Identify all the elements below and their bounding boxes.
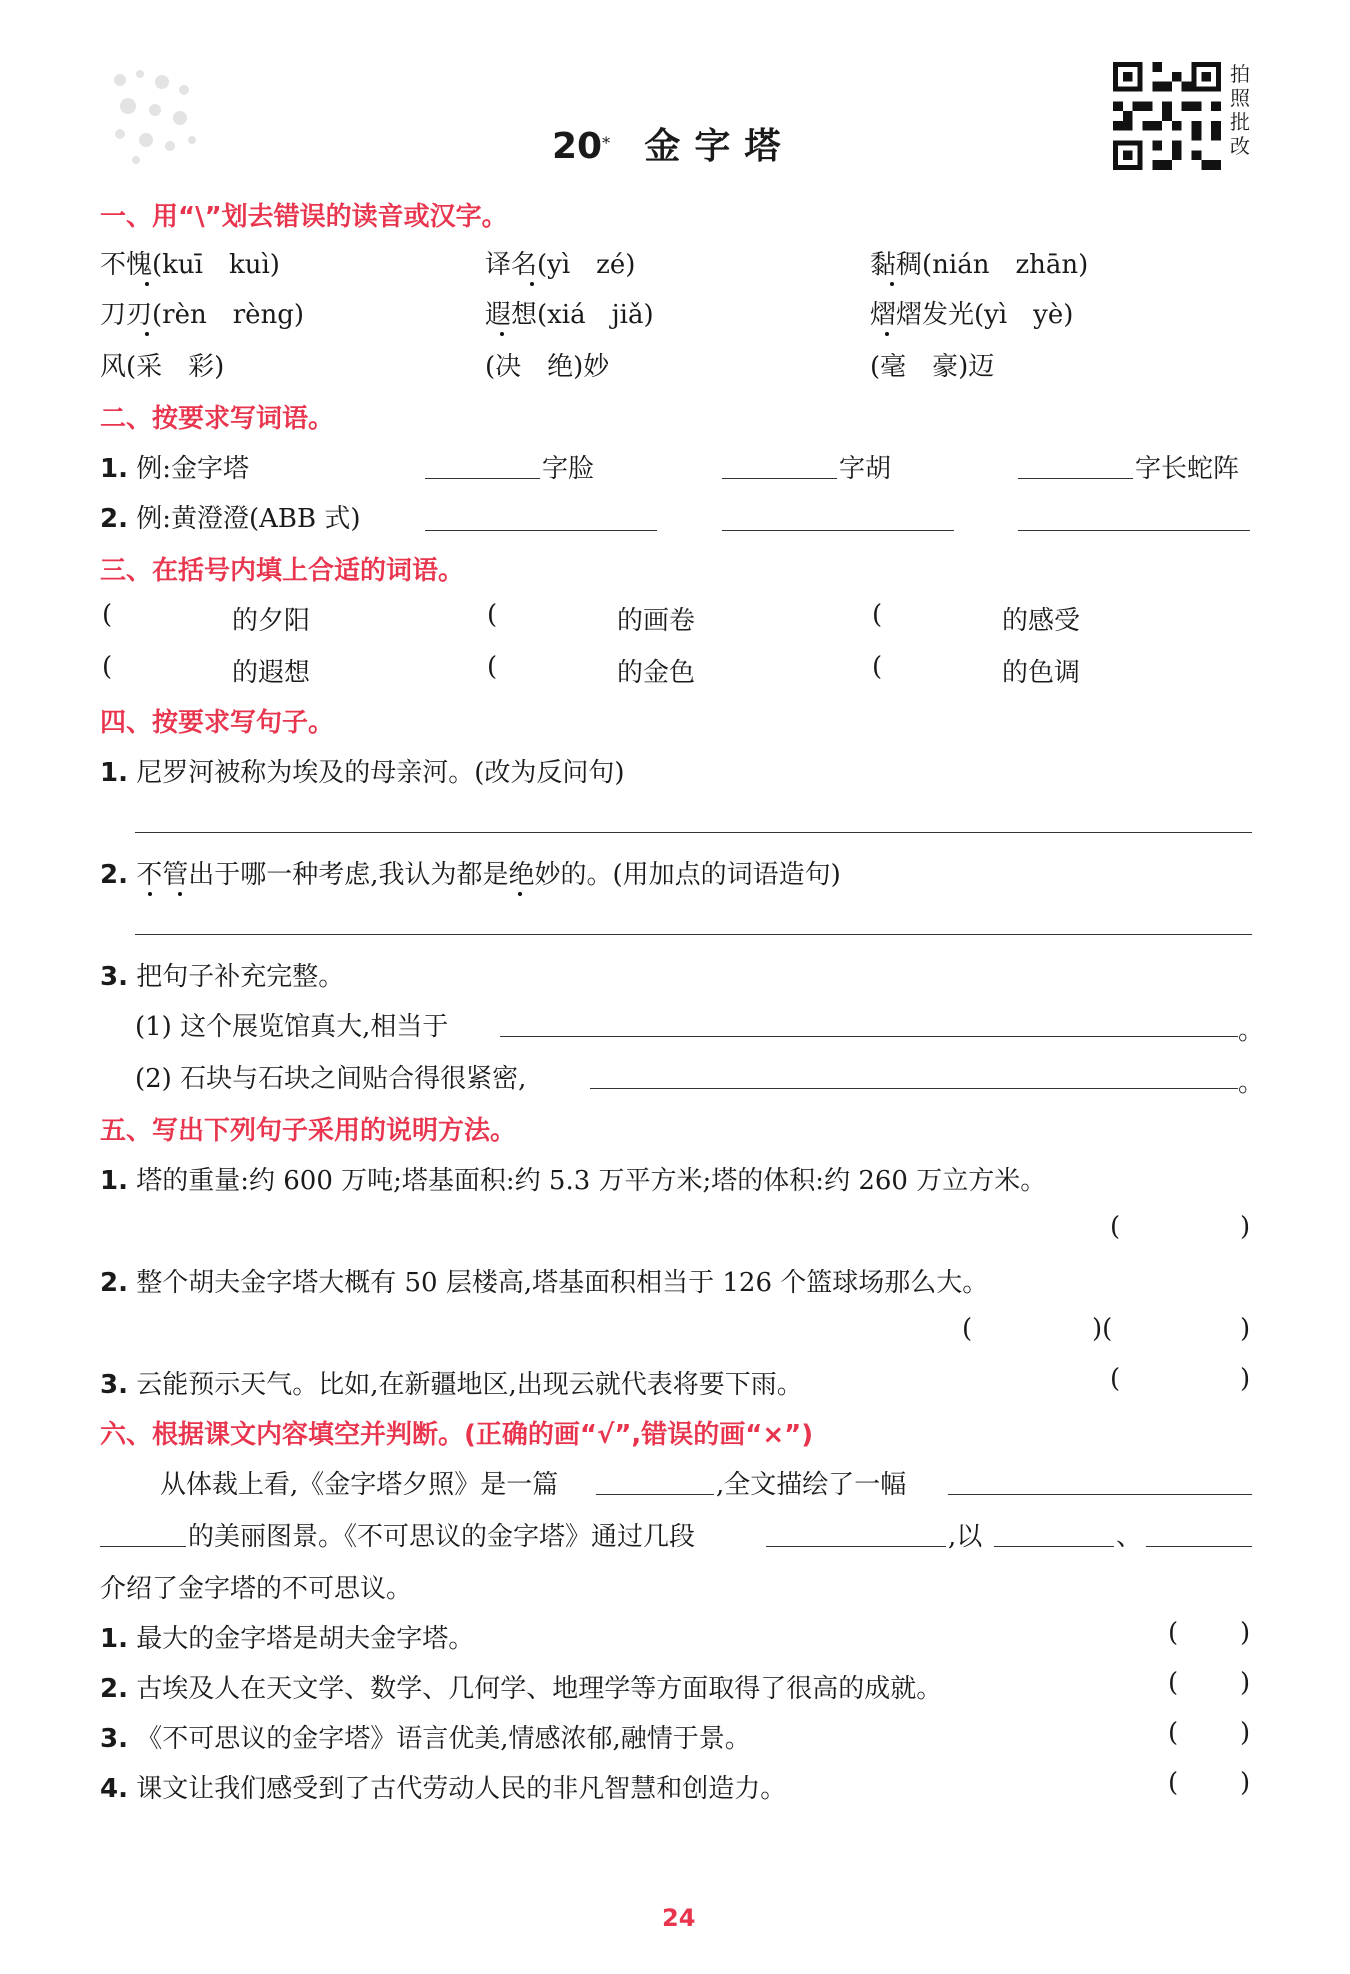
emphasis-dot <box>148 892 152 896</box>
qr-label <box>1230 62 1252 158</box>
answer-close-paren: ) <box>1240 1364 1251 1394</box>
question-number: 2. <box>100 504 128 534</box>
s1-item: 黏稠(nián zhān) <box>870 250 1089 280</box>
s1-item: 熠熠发光(yì yè) <box>870 300 1074 330</box>
answer-blank[interactable] <box>948 1494 1252 1495</box>
answer-blank[interactable] <box>425 478 540 479</box>
answer-close-paren: ) <box>1240 1314 1251 1344</box>
lesson-number: 20 <box>552 126 603 167</box>
section-1-heading: 一、用“\”划去错误的读音或汉字。 <box>100 202 508 232</box>
section-2-heading: 二、按要求写词语。 <box>100 404 335 434</box>
s6-p1b: ,全文描绘了一幅 <box>716 1470 907 1500</box>
s3-open-paren: ( <box>487 652 498 682</box>
section-3-heading: 三、在括号内填上合适的词语。 <box>100 556 465 586</box>
s1-item: 不愧(kuī kuì) <box>100 250 280 280</box>
s4-q2 <box>100 854 841 891</box>
judge-text: 课文让我们感受到了古代劳动人民的非凡智慧和创造力。 <box>136 1774 787 1804</box>
s1-item: 刀刃(rèn rèng) <box>100 300 305 330</box>
page-number: 24 <box>662 1904 696 1932</box>
blank-suffix: 字胡 <box>839 454 892 484</box>
answer-line[interactable] <box>590 1088 1238 1089</box>
s3-item: 的遐想 <box>232 658 311 688</box>
judge-close-paren: ) <box>1240 1718 1251 1748</box>
question-number: 2. <box>100 1268 128 1298</box>
s1-item: 译名(yì zé) <box>485 250 636 280</box>
question-number: 1. <box>100 758 128 788</box>
qr-label-char: 照 <box>1230 86 1250 110</box>
answer-open-paren[interactable]: ( <box>962 1314 973 1344</box>
answer-blank[interactable] <box>425 530 657 531</box>
section-6-heading: 六、根据课文内容填空并判断。(正确的画“√”,错误的画“×”) <box>100 1420 814 1450</box>
blank-suffix: 字长蛇阵 <box>1135 454 1240 484</box>
s3-item: 的色调 <box>1002 658 1081 688</box>
s5-q3 <box>100 1364 803 1401</box>
judge-open-paren[interactable]: ( <box>1168 1718 1179 1748</box>
answer-line[interactable] <box>135 934 1252 935</box>
s5-q1 <box>100 1160 1046 1197</box>
s6-p2b: ,以 <box>948 1522 983 1552</box>
period: 。 <box>1238 1016 1265 1046</box>
s1-item: 风(采 彩) <box>100 352 225 382</box>
question-number: 2. <box>100 860 128 890</box>
s3-item: 的画卷 <box>617 606 696 636</box>
question-text: 把句子补充完整。 <box>136 962 345 992</box>
answer-blank[interactable] <box>994 1546 1114 1547</box>
emphasis-dot <box>530 282 534 286</box>
s1-item: 遐想(xiá jiǎ) <box>485 300 654 330</box>
question-text: 尼罗河被称为埃及的母亲河。(改为反问句) <box>136 758 625 788</box>
s6-p3: 介绍了金字塔的不可思议。 <box>100 1574 413 1604</box>
s3-item: 的金色 <box>617 658 696 688</box>
section-5-heading: 五、写出下列句子采用的说明方法。 <box>100 1116 517 1146</box>
s4-q3 <box>100 956 344 993</box>
judge-item <box>100 1668 942 1705</box>
emphasis-dot <box>890 282 894 286</box>
question-text: 塔的重量:约 600 万吨;塔基面积:约 5.3 万平方米;塔的体积:约 260 万立方米。 <box>136 1166 1047 1196</box>
answer-blank[interactable] <box>596 1494 714 1495</box>
answer-blank[interactable] <box>1018 478 1133 479</box>
emphasis-dot <box>500 332 504 336</box>
blank-suffix: 字脸 <box>542 454 595 484</box>
qr-label-char: 批 <box>1230 110 1250 134</box>
judge-close-paren: ) <box>1240 1768 1251 1798</box>
s3-open-paren: ( <box>102 652 113 682</box>
qr-code-icon[interactable] <box>1112 62 1222 170</box>
question-text: 例:黄澄澄(ABB 式) <box>136 504 361 534</box>
judge-open-paren[interactable]: ( <box>1168 1768 1179 1798</box>
s6-p2c: 、 <box>1116 1522 1143 1552</box>
answer-line[interactable] <box>500 1036 1238 1037</box>
judge-text: 古埃及人在天文学、数学、几何学、地理学等方面取得了很高的成就。 <box>136 1674 943 1704</box>
question-number: 1. <box>100 1166 128 1196</box>
s6-p1a: 从体裁上看,《金字塔夕照》是一篇 <box>160 1470 559 1500</box>
answer-mid-paren[interactable]: )( <box>1092 1314 1113 1344</box>
question-number: 2. <box>100 1674 128 1704</box>
judge-open-paren[interactable]: ( <box>1168 1668 1179 1698</box>
question-number: 3. <box>100 962 128 992</box>
judge-item <box>100 1618 474 1655</box>
question-text: 云能预示天气。比如,在新疆地区,出现云就代表将要下雨。 <box>136 1370 803 1400</box>
answer-blank[interactable] <box>1018 530 1250 531</box>
judge-close-paren: ) <box>1240 1668 1251 1698</box>
answer-blank[interactable] <box>766 1546 946 1547</box>
answer-blank[interactable] <box>722 478 837 479</box>
s3-open-paren: ( <box>872 600 883 630</box>
question-number: 1. <box>100 454 128 484</box>
emphasis-dot <box>145 332 149 336</box>
s1-item: (决 绝)妙 <box>485 352 610 382</box>
s1-item: (毫 豪)迈 <box>870 352 995 382</box>
s5-q2 <box>100 1262 988 1299</box>
s2-q1 <box>100 448 249 485</box>
s4-q3b: (2) 石块与石块之间贴合得很紧密, <box>135 1064 527 1094</box>
judge-text: 《不可思议的金字塔》语言优美,情感浓郁,融情于景。 <box>136 1724 751 1754</box>
s3-open-paren: ( <box>487 600 498 630</box>
emphasis-dot <box>145 282 149 286</box>
answer-close-paren: ) <box>1240 1212 1251 1242</box>
judge-text: 最大的金字塔是胡夫金字塔。 <box>136 1624 475 1654</box>
question-number: 3. <box>100 1724 128 1754</box>
lesson-mark: * <box>602 133 611 153</box>
s4-q1 <box>100 752 625 789</box>
answer-blank[interactable] <box>100 1546 186 1547</box>
s3-open-paren: ( <box>872 652 883 682</box>
question-number: 1. <box>100 1624 128 1654</box>
period: 。 <box>1238 1068 1265 1098</box>
answer-open-paren[interactable]: ( <box>1110 1364 1121 1394</box>
judge-open-paren[interactable]: ( <box>1168 1618 1179 1648</box>
answer-line[interactable] <box>135 832 1252 833</box>
judge-item <box>100 1768 786 1805</box>
question-text: 例:金字塔 <box>136 454 249 484</box>
s3-item: 的感受 <box>1002 606 1081 636</box>
s4-q3a: (1) 这个展览馆真大,相当于 <box>135 1012 449 1042</box>
question-number: 4. <box>100 1774 128 1804</box>
qr-label-char: 拍 <box>1230 62 1250 86</box>
decorative-stamp <box>100 60 210 170</box>
judge-close-paren: ) <box>1240 1618 1251 1648</box>
section-4-heading: 四、按要求写句子。 <box>100 708 335 738</box>
question-number: 3. <box>100 1370 128 1400</box>
answer-blank[interactable] <box>722 530 954 531</box>
question-text: 整个胡夫金字塔大概有 50 层楼高,塔基面积相当于 126 个篮球场那么大。 <box>136 1268 989 1298</box>
qr-label-char: 改 <box>1230 134 1250 158</box>
answer-open-paren[interactable]: ( <box>1110 1212 1121 1242</box>
emphasis-dot <box>518 892 522 896</box>
lesson-title <box>552 118 794 169</box>
page-title: 金字塔 <box>644 126 795 167</box>
question-text: 不管出于哪一种考虑,我认为都是绝妙的。(用加点的词语造句) <box>136 860 841 890</box>
s3-item: 的夕阳 <box>232 606 311 636</box>
s6-p2a: 的美丽图景。《不可思议的金字塔》通过几段 <box>188 1522 696 1552</box>
answer-blank[interactable] <box>1146 1546 1252 1547</box>
emphasis-dot <box>178 892 182 896</box>
s3-open-paren: ( <box>102 600 113 630</box>
judge-item <box>100 1718 751 1755</box>
s2-q2 <box>100 498 361 535</box>
emphasis-dot <box>885 332 889 336</box>
